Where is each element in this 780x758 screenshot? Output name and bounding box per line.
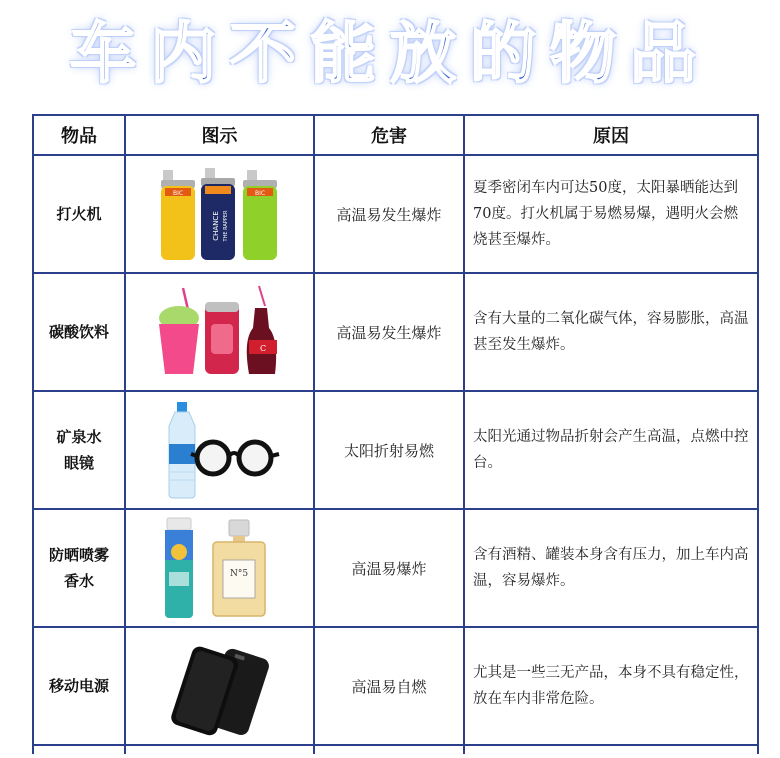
header-harm: 危害 bbox=[314, 115, 464, 155]
table-header-row bbox=[33, 115, 758, 155]
svg-text:THE RAPPER: THE RAPPER bbox=[222, 210, 229, 242]
reason-text: 太阳光通过物品折射会产生高温，点燃中控台。 bbox=[464, 391, 758, 509]
items-table bbox=[32, 114, 759, 754]
svg-text:BIC: BIC bbox=[254, 190, 265, 197]
header-reason: 原因 bbox=[464, 115, 758, 155]
svg-text:BIC: BIC bbox=[172, 190, 183, 197]
table-row-cut bbox=[33, 745, 758, 754]
svg-text:N°5: N°5 bbox=[229, 569, 248, 579]
table-row bbox=[33, 627, 758, 745]
harm-text: 高温易发生爆炸 bbox=[314, 273, 464, 391]
header-picture: 图示 bbox=[125, 115, 314, 155]
reason-text: 含有大量的二氧化碳气体，容易膨胀，高温甚至发生爆炸。 bbox=[464, 273, 758, 391]
water-bottle-glasses-image bbox=[125, 391, 314, 509]
table-row bbox=[33, 391, 758, 509]
harm-text: 高温易爆炸 bbox=[314, 509, 464, 627]
item-name: 移动电源 bbox=[33, 627, 125, 745]
table-row bbox=[33, 509, 758, 627]
lighters-image bbox=[125, 155, 314, 273]
item-name: 碳酸饮料 bbox=[33, 273, 125, 391]
item-name: 打火机 bbox=[33, 155, 125, 273]
item-name: 防晒喷雾 香水 bbox=[33, 509, 125, 627]
svg-text:CHANCE: CHANCE bbox=[211, 211, 220, 241]
table-row bbox=[33, 155, 758, 273]
reason-text: 含有酒精、罐装本身含有压力，加上车内高温，容易爆炸。 bbox=[464, 509, 758, 627]
reason-text: 尤其是一些三无产品，本身不具有稳定性，放在车内非常危险。 bbox=[464, 627, 758, 745]
svg-text:C: C bbox=[259, 344, 266, 353]
harm-text: 高温易自燃 bbox=[314, 627, 464, 745]
power-bank-image bbox=[125, 627, 314, 745]
soda-drinks-image bbox=[125, 273, 314, 391]
reason-text: 夏季密闭车内可达50度，太阳暴晒能达到70度。打火机属于易燃易爆，遇明火会燃烧甚至爆炸。 bbox=[464, 155, 758, 273]
table-row bbox=[33, 273, 758, 391]
sunscreen-perfume-image bbox=[125, 509, 314, 627]
harm-text: 高温易发生爆炸 bbox=[314, 155, 464, 273]
harm-text: 太阳折射易燃 bbox=[314, 391, 464, 509]
item-name: 矿泉水 眼镜 bbox=[33, 391, 125, 509]
header-item: 物品 bbox=[33, 115, 125, 155]
page-title: 车内不能放的物品 bbox=[70, 15, 710, 92]
